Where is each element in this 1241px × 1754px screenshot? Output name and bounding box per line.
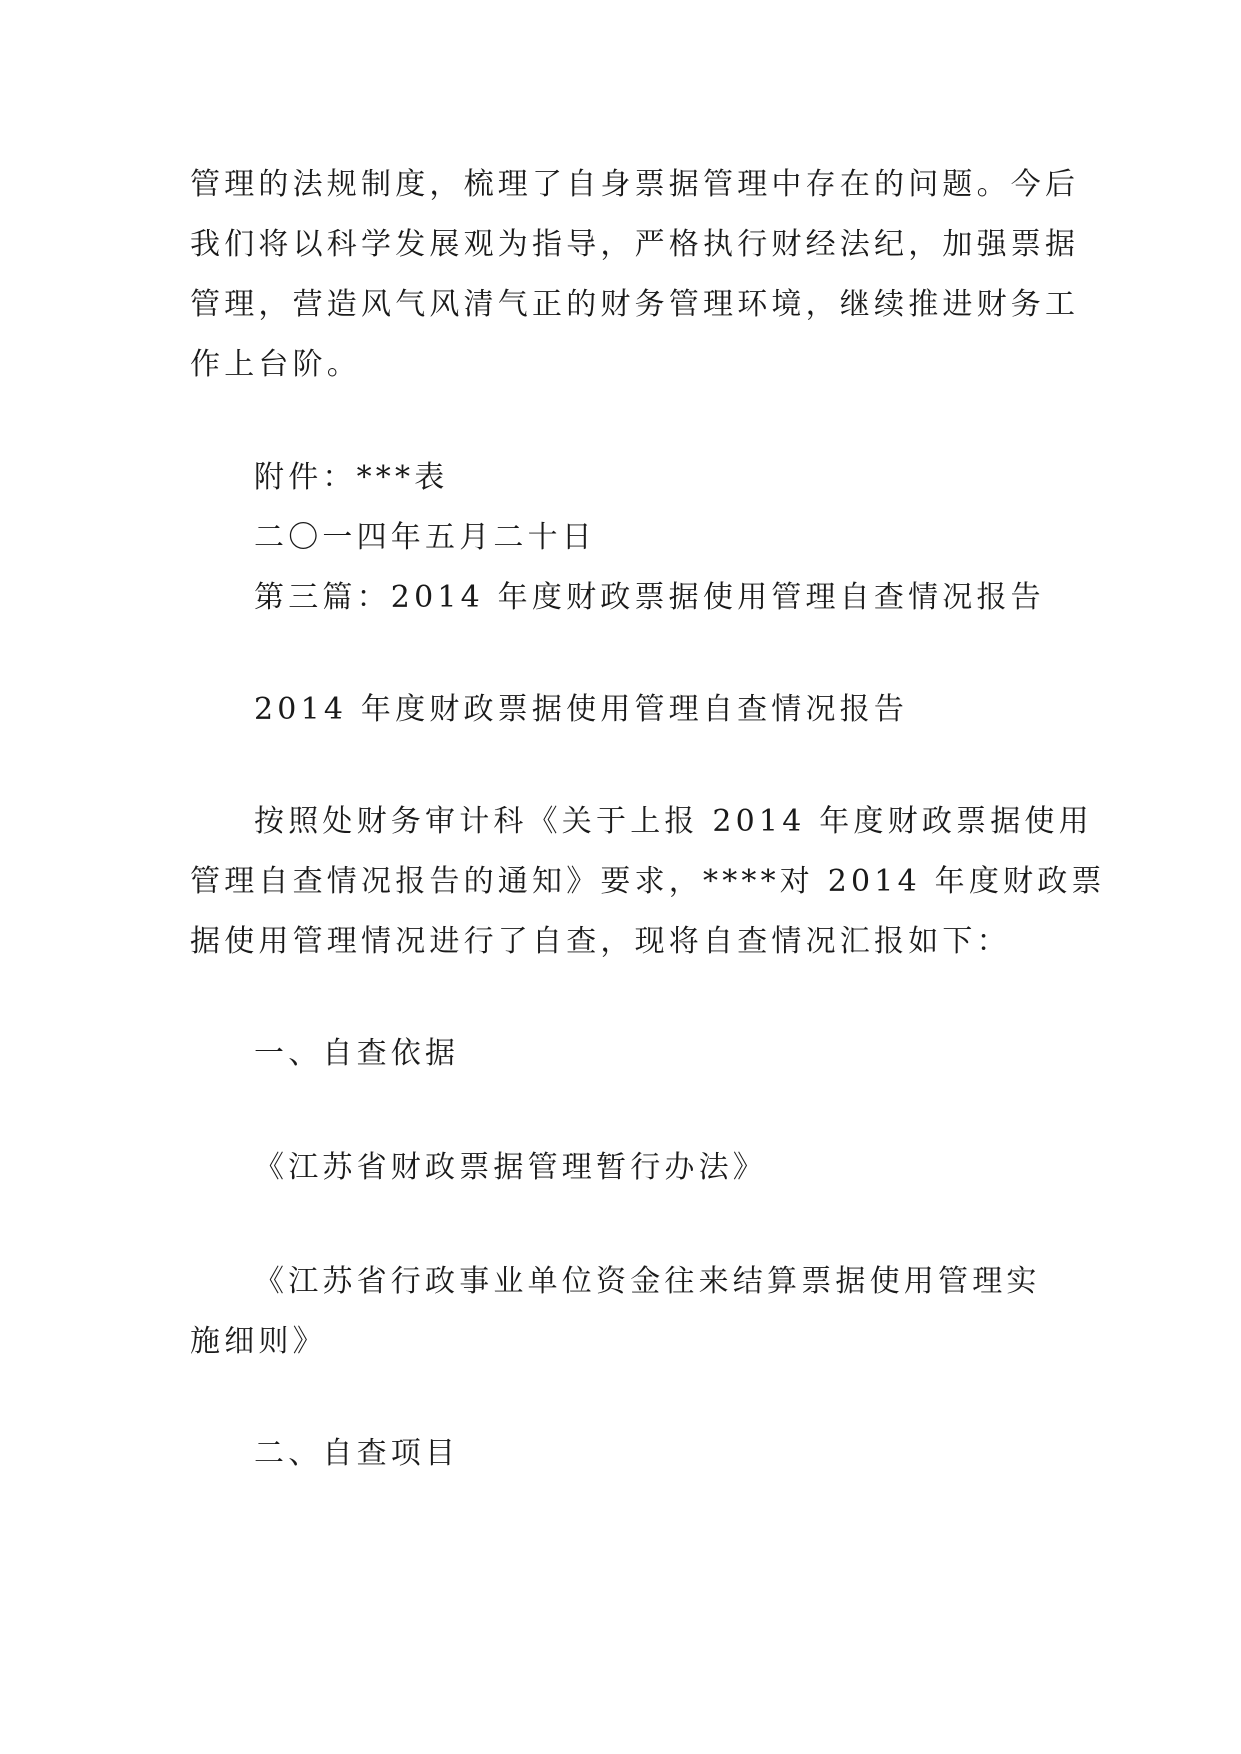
text-line: 据使用管理情况进行了自查，现将自查情况汇报如下： bbox=[190, 924, 1011, 959]
attachment-line: 附件：***表 bbox=[254, 460, 449, 495]
text-line: 施细则》 bbox=[190, 1324, 327, 1359]
text-line: 《江苏省行政事业单位资金往来结算票据使用管理实 bbox=[254, 1264, 1041, 1299]
section-heading-items: 二、自查项目 bbox=[254, 1436, 460, 1471]
text-line: 管理的法规制度，梳理了自身票据管理中存在的问题。今后 bbox=[190, 167, 1080, 202]
text-line: 管理自查情况报告的通知》要求，****对 2014 年度财政票 bbox=[190, 864, 1106, 899]
text-line: 我们将以科学发展观为指导，严格执行财经法纪，加强票据 bbox=[190, 227, 1080, 262]
chapter-heading: 第三篇：2014 年度财政票据使用管理自查情况报告 bbox=[254, 580, 1045, 615]
section-heading-basis: 一、自查依据 bbox=[254, 1036, 460, 1071]
text-line: 按照处财务审计科《关于上报 2014 年度财政票据使用 bbox=[254, 804, 1093, 839]
text-line: 管理，营造风气风清气正的财务管理环境，继续推进财务工 bbox=[190, 287, 1080, 322]
report-title: 2014 年度财政票据使用管理自查情况报告 bbox=[254, 692, 909, 727]
text-line: 作上台阶。 bbox=[190, 347, 361, 382]
basis-item: 《江苏省财政票据管理暂行办法》 bbox=[254, 1150, 767, 1185]
date-line: 二〇一四年五月二十日 bbox=[254, 520, 596, 555]
